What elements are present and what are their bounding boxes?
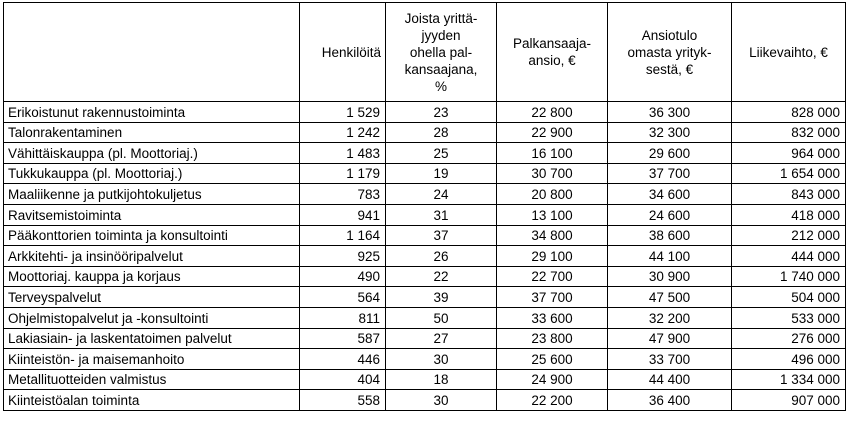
employee-share-cell: 27	[386, 328, 497, 349]
employee-share-cell: 30	[386, 349, 497, 370]
persons-cell: 490	[300, 266, 386, 287]
turnover-cell: 964 000	[732, 143, 846, 164]
employee-share-cell: 25	[386, 143, 497, 164]
turnover-cell: 1 740 000	[732, 266, 846, 287]
employee-share-cell: 30	[386, 390, 497, 411]
header-employee-share-line: jyyden	[421, 27, 461, 43]
employee-share-cell: 22	[386, 266, 497, 287]
industry-name: Kiinteistön- ja maisemanhoito	[4, 349, 300, 370]
table-row	[4, 349, 846, 370]
business-income-cell: 37 700	[608, 163, 732, 184]
header-business-income	[608, 3, 732, 102]
table-row	[4, 390, 846, 411]
business-income-cell: 47 500	[608, 287, 732, 308]
industry-name: Vähittäiskauppa (pl. Moottoriaj.)	[4, 143, 300, 164]
table-row	[4, 163, 846, 184]
wage-income-cell: 22 800	[497, 102, 608, 123]
header-wage-income	[497, 3, 608, 102]
header-turnover: Liikevaihto, €	[732, 3, 846, 102]
employee-share-cell: 26	[386, 246, 497, 267]
table-row	[4, 184, 846, 205]
table-row	[4, 307, 846, 328]
wage-income-cell: 24 900	[497, 369, 608, 390]
wage-income-cell: 34 800	[497, 225, 608, 246]
employee-share-cell: 24	[386, 184, 497, 205]
table-row	[4, 246, 846, 267]
industry-statistics-table	[3, 2, 846, 411]
turnover-cell: 504 000	[732, 287, 846, 308]
wage-income-cell: 23 800	[497, 328, 608, 349]
persons-cell: 587	[300, 328, 386, 349]
industry-name: Arkkitehti- ja insinööripalvelut	[4, 246, 300, 267]
persons-cell: 1 483	[300, 143, 386, 164]
industry-name: Erikoistunut rakennustoiminta	[4, 102, 300, 123]
persons-cell: 446	[300, 349, 386, 370]
table-row	[4, 204, 846, 225]
employee-share-cell: 39	[386, 287, 497, 308]
header-business-income-line: Ansiotulo	[641, 27, 698, 43]
persons-cell: 1 529	[300, 102, 386, 123]
header-wage-income-line: Palkansaaja-	[512, 36, 592, 51]
table-row	[4, 122, 846, 143]
persons-cell: 783	[300, 184, 386, 205]
wage-income-cell: 25 600	[497, 349, 608, 370]
header-employee-share-line: kansaajana,	[404, 61, 478, 77]
employee-share-cell: 23	[386, 102, 497, 123]
employee-share-cell: 50	[386, 307, 497, 328]
persons-cell: 925	[300, 246, 386, 267]
industry-name: Tukkukauppa (pl. Moottoriaj.)	[4, 163, 300, 184]
business-income-cell: 32 300	[608, 122, 732, 143]
persons-cell: 558	[300, 390, 386, 411]
business-income-cell: 44 100	[608, 246, 732, 267]
header-employee-share-line: ohella pal-	[409, 44, 473, 60]
wage-income-cell: 22 900	[497, 122, 608, 143]
employee-share-cell: 19	[386, 163, 497, 184]
persons-cell: 941	[300, 204, 386, 225]
table-row	[4, 102, 846, 123]
header-row	[4, 3, 846, 102]
persons-cell: 404	[300, 369, 386, 390]
turnover-cell: 1 334 000	[732, 369, 846, 390]
business-income-cell: 30 900	[608, 266, 732, 287]
wage-income-cell: 13 100	[497, 204, 608, 225]
wage-income-cell: 20 800	[497, 184, 608, 205]
wage-income-cell: 30 700	[497, 163, 608, 184]
persons-cell: 1 164	[300, 225, 386, 246]
table-row	[4, 143, 846, 164]
turnover-cell: 444 000	[732, 246, 846, 267]
business-income-cell: 24 600	[608, 204, 732, 225]
wage-income-cell: 33 600	[497, 307, 608, 328]
employee-share-cell: 18	[386, 369, 497, 390]
industry-name: Pääkonttorien toiminta ja konsultointi	[4, 225, 300, 246]
industry-name: Moottoriaj. kauppa ja korjaus	[4, 266, 300, 287]
persons-cell: 564	[300, 287, 386, 308]
turnover-cell: 843 000	[732, 184, 846, 205]
business-income-cell: 33 700	[608, 349, 732, 370]
table-row	[4, 225, 846, 246]
turnover-cell: 496 000	[732, 349, 846, 370]
industry-name: Kiinteistöalan toiminta	[4, 390, 300, 411]
header-business-income-line: omasta yrityk-	[627, 44, 712, 60]
industry-name: Talonrakentaminen	[4, 122, 300, 143]
wage-income-cell: 29 100	[497, 246, 608, 267]
header-employee-share-line: %	[434, 78, 447, 94]
turnover-cell: 907 000	[732, 390, 846, 411]
persons-cell: 1 179	[300, 163, 386, 184]
turnover-cell: 276 000	[732, 328, 846, 349]
wage-income-cell: 22 200	[497, 390, 608, 411]
business-income-cell: 29 600	[608, 143, 732, 164]
table-row	[4, 369, 846, 390]
header-wage-income-line: ansio, €	[528, 53, 576, 68]
table-row	[4, 266, 846, 287]
wage-income-cell: 37 700	[497, 287, 608, 308]
wage-income-cell: 16 100	[497, 143, 608, 164]
table-body	[4, 102, 846, 411]
business-income-cell: 38 600	[608, 225, 732, 246]
industry-name: Ohjelmistopalvelut ja -konsultointi	[4, 307, 300, 328]
turnover-cell: 418 000	[732, 204, 846, 225]
header-employee-share-line: Joista yrittä-	[404, 10, 478, 26]
header-persons: Henkilöitä	[300, 3, 386, 102]
turnover-cell: 533 000	[732, 307, 846, 328]
business-income-cell: 36 300	[608, 102, 732, 123]
wage-income-cell: 22 700	[497, 266, 608, 287]
business-income-cell: 34 600	[608, 184, 732, 205]
industry-name: Maaliikenne ja putkijohtokuljetus	[4, 184, 300, 205]
turnover-cell: 1 654 000	[732, 163, 846, 184]
header-employee-share	[386, 3, 497, 102]
business-income-cell: 44 400	[608, 369, 732, 390]
header-business-income-line: sestä, €	[645, 61, 694, 77]
employee-share-cell: 28	[386, 122, 497, 143]
industry-name: Lakiasiain- ja laskentatoimen palvelut	[4, 328, 300, 349]
header-industry	[4, 3, 300, 102]
business-income-cell: 47 900	[608, 328, 732, 349]
table-row	[4, 328, 846, 349]
turnover-cell: 828 000	[732, 102, 846, 123]
persons-cell: 1 242	[300, 122, 386, 143]
industry-name: Ravitsemistoiminta	[4, 204, 300, 225]
table-row	[4, 287, 846, 308]
turnover-cell: 212 000	[732, 225, 846, 246]
employee-share-cell: 31	[386, 204, 497, 225]
business-income-cell: 36 400	[608, 390, 732, 411]
business-income-cell: 32 200	[608, 307, 732, 328]
employee-share-cell: 37	[386, 225, 497, 246]
industry-name: Metallituotteiden valmistus	[4, 369, 300, 390]
persons-cell: 811	[300, 307, 386, 328]
turnover-cell: 832 000	[732, 122, 846, 143]
industry-name: Terveyspalvelut	[4, 287, 300, 308]
